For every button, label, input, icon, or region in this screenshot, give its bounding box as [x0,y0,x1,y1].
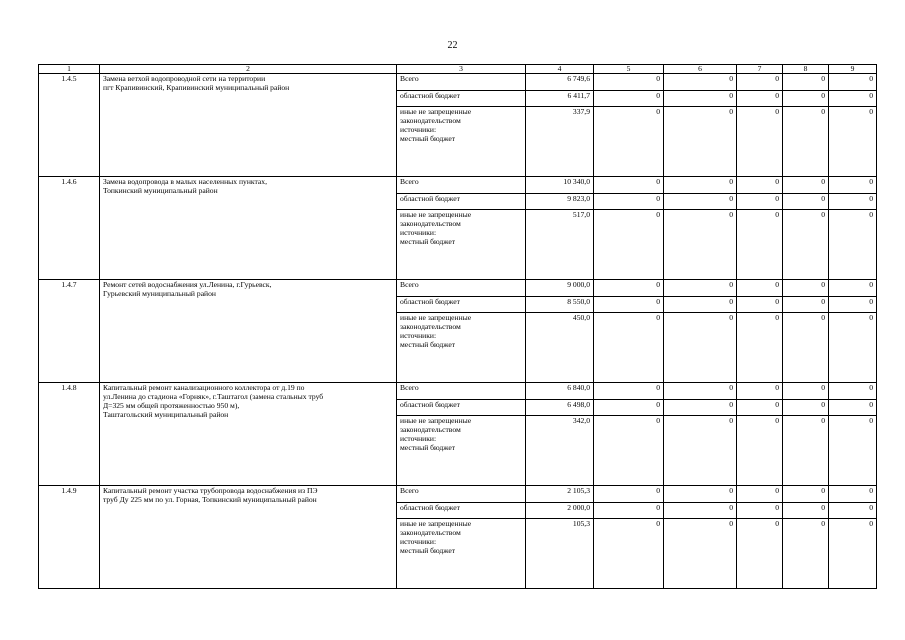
source-other-label: иные не запрещенные законодательством источники: местный бюджет [397,416,526,486]
value-cell: 0 [664,210,737,280]
measure-name: Ремонт сетей водоснабжения ул.Ленина, г.Гурьевск, Гурьевский муниципальный район [100,280,397,383]
value-cell: 0 [783,177,829,194]
value-cell: 0 [829,91,877,107]
value-cell: 0 [783,91,829,107]
measure-name: Капитальный ремонт канализационного коллектора от д.19 по ул.Ленина до стадиона «Горняк», г.Таштагол (замена стальных труб Д=325 мм общей протяженностью 950 м), Таштагольский муниципальный район [100,383,397,486]
header-cell: 9 [829,65,877,74]
value-cell: 9 000,0 [526,280,594,297]
value-cell: 0 [783,280,829,297]
value-cell: 2 105,3 [526,486,594,503]
value-cell: 9 823,0 [526,194,594,210]
value-cell: 0 [783,194,829,210]
value-cell: 0 [829,503,877,519]
column-number-header [39,65,877,74]
value-cell: 0 [829,297,877,313]
value-cell: 0 [594,297,664,313]
measure-code: 1.4.9 [39,486,100,589]
value-cell: 0 [737,280,783,297]
source-other-label: иные не запрещенные законодательством источники: местный бюджет [397,210,526,280]
value-cell: 0 [829,486,877,503]
value-cell: 0 [664,297,737,313]
value-cell: 0 [594,519,664,589]
measure-code: 1.4.8 [39,383,100,486]
source-other-label: иные не запрещенные законодательством источники: местный бюджет [397,107,526,177]
value-cell: 0 [829,383,877,400]
value-cell: 0 [783,400,829,416]
value-cell: 0 [783,74,829,91]
value-cell: 0 [594,91,664,107]
header-cell: 4 [526,65,594,74]
value-cell: 0 [783,210,829,280]
value-cell: 0 [829,194,877,210]
source-regional-label: областной бюджет [397,503,526,519]
source-total-label: Всего [397,74,526,91]
source-regional-label: областной бюджет [397,400,526,416]
value-cell: 0 [783,416,829,486]
value-cell: 0 [737,383,783,400]
value-cell: 0 [829,313,877,383]
source-other-label: иные не запрещенные законодательством источники: местный бюджет [397,313,526,383]
value-cell: 0 [783,486,829,503]
value-cell: 0 [737,194,783,210]
value-cell: 0 [664,107,737,177]
value-cell: 0 [829,210,877,280]
value-cell: 0 [594,383,664,400]
value-cell: 0 [594,400,664,416]
value-cell: 0 [664,486,737,503]
value-cell: 0 [594,194,664,210]
value-cell: 10 340,0 [526,177,594,194]
source-other-label: иные не запрещенные законодательством источники: местный бюджет [397,519,526,589]
value-cell: 0 [783,519,829,589]
value-cell: 0 [737,486,783,503]
value-cell: 0 [737,519,783,589]
value-cell: 450,0 [526,313,594,383]
value-cell: 0 [783,383,829,400]
measure-name: Капитальный ремонт участка трубопровода водоснабжения из ПЭ труб Ду 225 мм по ул. Горная, Топкинский муниципальный район [100,486,397,589]
value-cell: 0 [829,74,877,91]
value-cell: 2 000,0 [526,503,594,519]
source-regional-label: областной бюджет [397,194,526,210]
table-row [39,280,877,297]
value-cell: 0 [664,194,737,210]
value-cell: 0 [594,486,664,503]
measure-name: Замена ветхой водопроводной сети на территории пгт Крапивинский, Крапивинский муниципальный район [100,74,397,177]
value-cell: 0 [783,313,829,383]
value-cell: 0 [664,177,737,194]
value-cell: 0 [664,416,737,486]
value-cell: 0 [664,91,737,107]
value-cell: 0 [783,503,829,519]
value-cell: 0 [664,74,737,91]
measure-code: 1.4.5 [39,74,100,177]
value-cell: 0 [737,107,783,177]
header-cell: 1 [39,65,100,74]
source-regional-label: областной бюджет [397,91,526,107]
value-cell: 0 [594,74,664,91]
source-total-label: Всего [397,177,526,194]
table-row [39,177,877,194]
value-cell: 0 [737,503,783,519]
value-cell: 0 [594,107,664,177]
table-row [39,486,877,503]
value-cell: 0 [737,297,783,313]
source-total-label: Всего [397,280,526,297]
value-cell: 0 [594,313,664,383]
value-cell: 0 [664,313,737,383]
value-cell: 0 [829,280,877,297]
header-cell: 3 [397,65,526,74]
value-cell: 0 [664,383,737,400]
value-cell: 342,0 [526,416,594,486]
value-cell: 6 749,6 [526,74,594,91]
value-cell: 0 [664,400,737,416]
value-cell: 0 [737,400,783,416]
value-cell: 0 [737,416,783,486]
value-cell: 105,3 [526,519,594,589]
value-cell: 0 [594,416,664,486]
value-cell: 0 [594,280,664,297]
value-cell: 0 [829,107,877,177]
value-cell: 0 [829,177,877,194]
value-cell: 0 [594,210,664,280]
header-cell: 2 [100,65,397,74]
value-cell: 0 [737,210,783,280]
value-cell: 0 [664,503,737,519]
source-regional-label: областной бюджет [397,297,526,313]
value-cell: 0 [829,519,877,589]
header-cell: 7 [737,65,783,74]
value-cell: 0 [664,280,737,297]
value-cell: 337,9 [526,107,594,177]
value-cell: 0 [737,74,783,91]
header-cell: 8 [783,65,829,74]
value-cell: 0 [783,107,829,177]
table-row [39,74,877,91]
value-cell: 0 [829,416,877,486]
value-cell: 0 [594,503,664,519]
header-cell: 5 [594,65,664,74]
value-cell: 0 [737,177,783,194]
value-cell: 0 [737,91,783,107]
header-cell: 6 [664,65,737,74]
page-number: 22 [447,40,458,51]
source-total-label: Всего [397,383,526,400]
value-cell: 0 [783,297,829,313]
value-cell: 0 [737,313,783,383]
measure-code: 1.4.6 [39,177,100,280]
value-cell: 0 [664,519,737,589]
value-cell: 6 840,0 [526,383,594,400]
value-cell: 517,0 [526,210,594,280]
value-cell: 0 [594,177,664,194]
value-cell: 8 550,0 [526,297,594,313]
table-row [39,383,877,400]
measure-code: 1.4.7 [39,280,100,383]
measure-name: Замена водопровода в малых населенных пунктах, Топкинский муниципальный район [100,177,397,280]
value-cell: 6 498,0 [526,400,594,416]
budget-table [38,64,877,589]
source-total-label: Всего [397,486,526,503]
value-cell: 6 411,7 [526,91,594,107]
value-cell: 0 [829,400,877,416]
